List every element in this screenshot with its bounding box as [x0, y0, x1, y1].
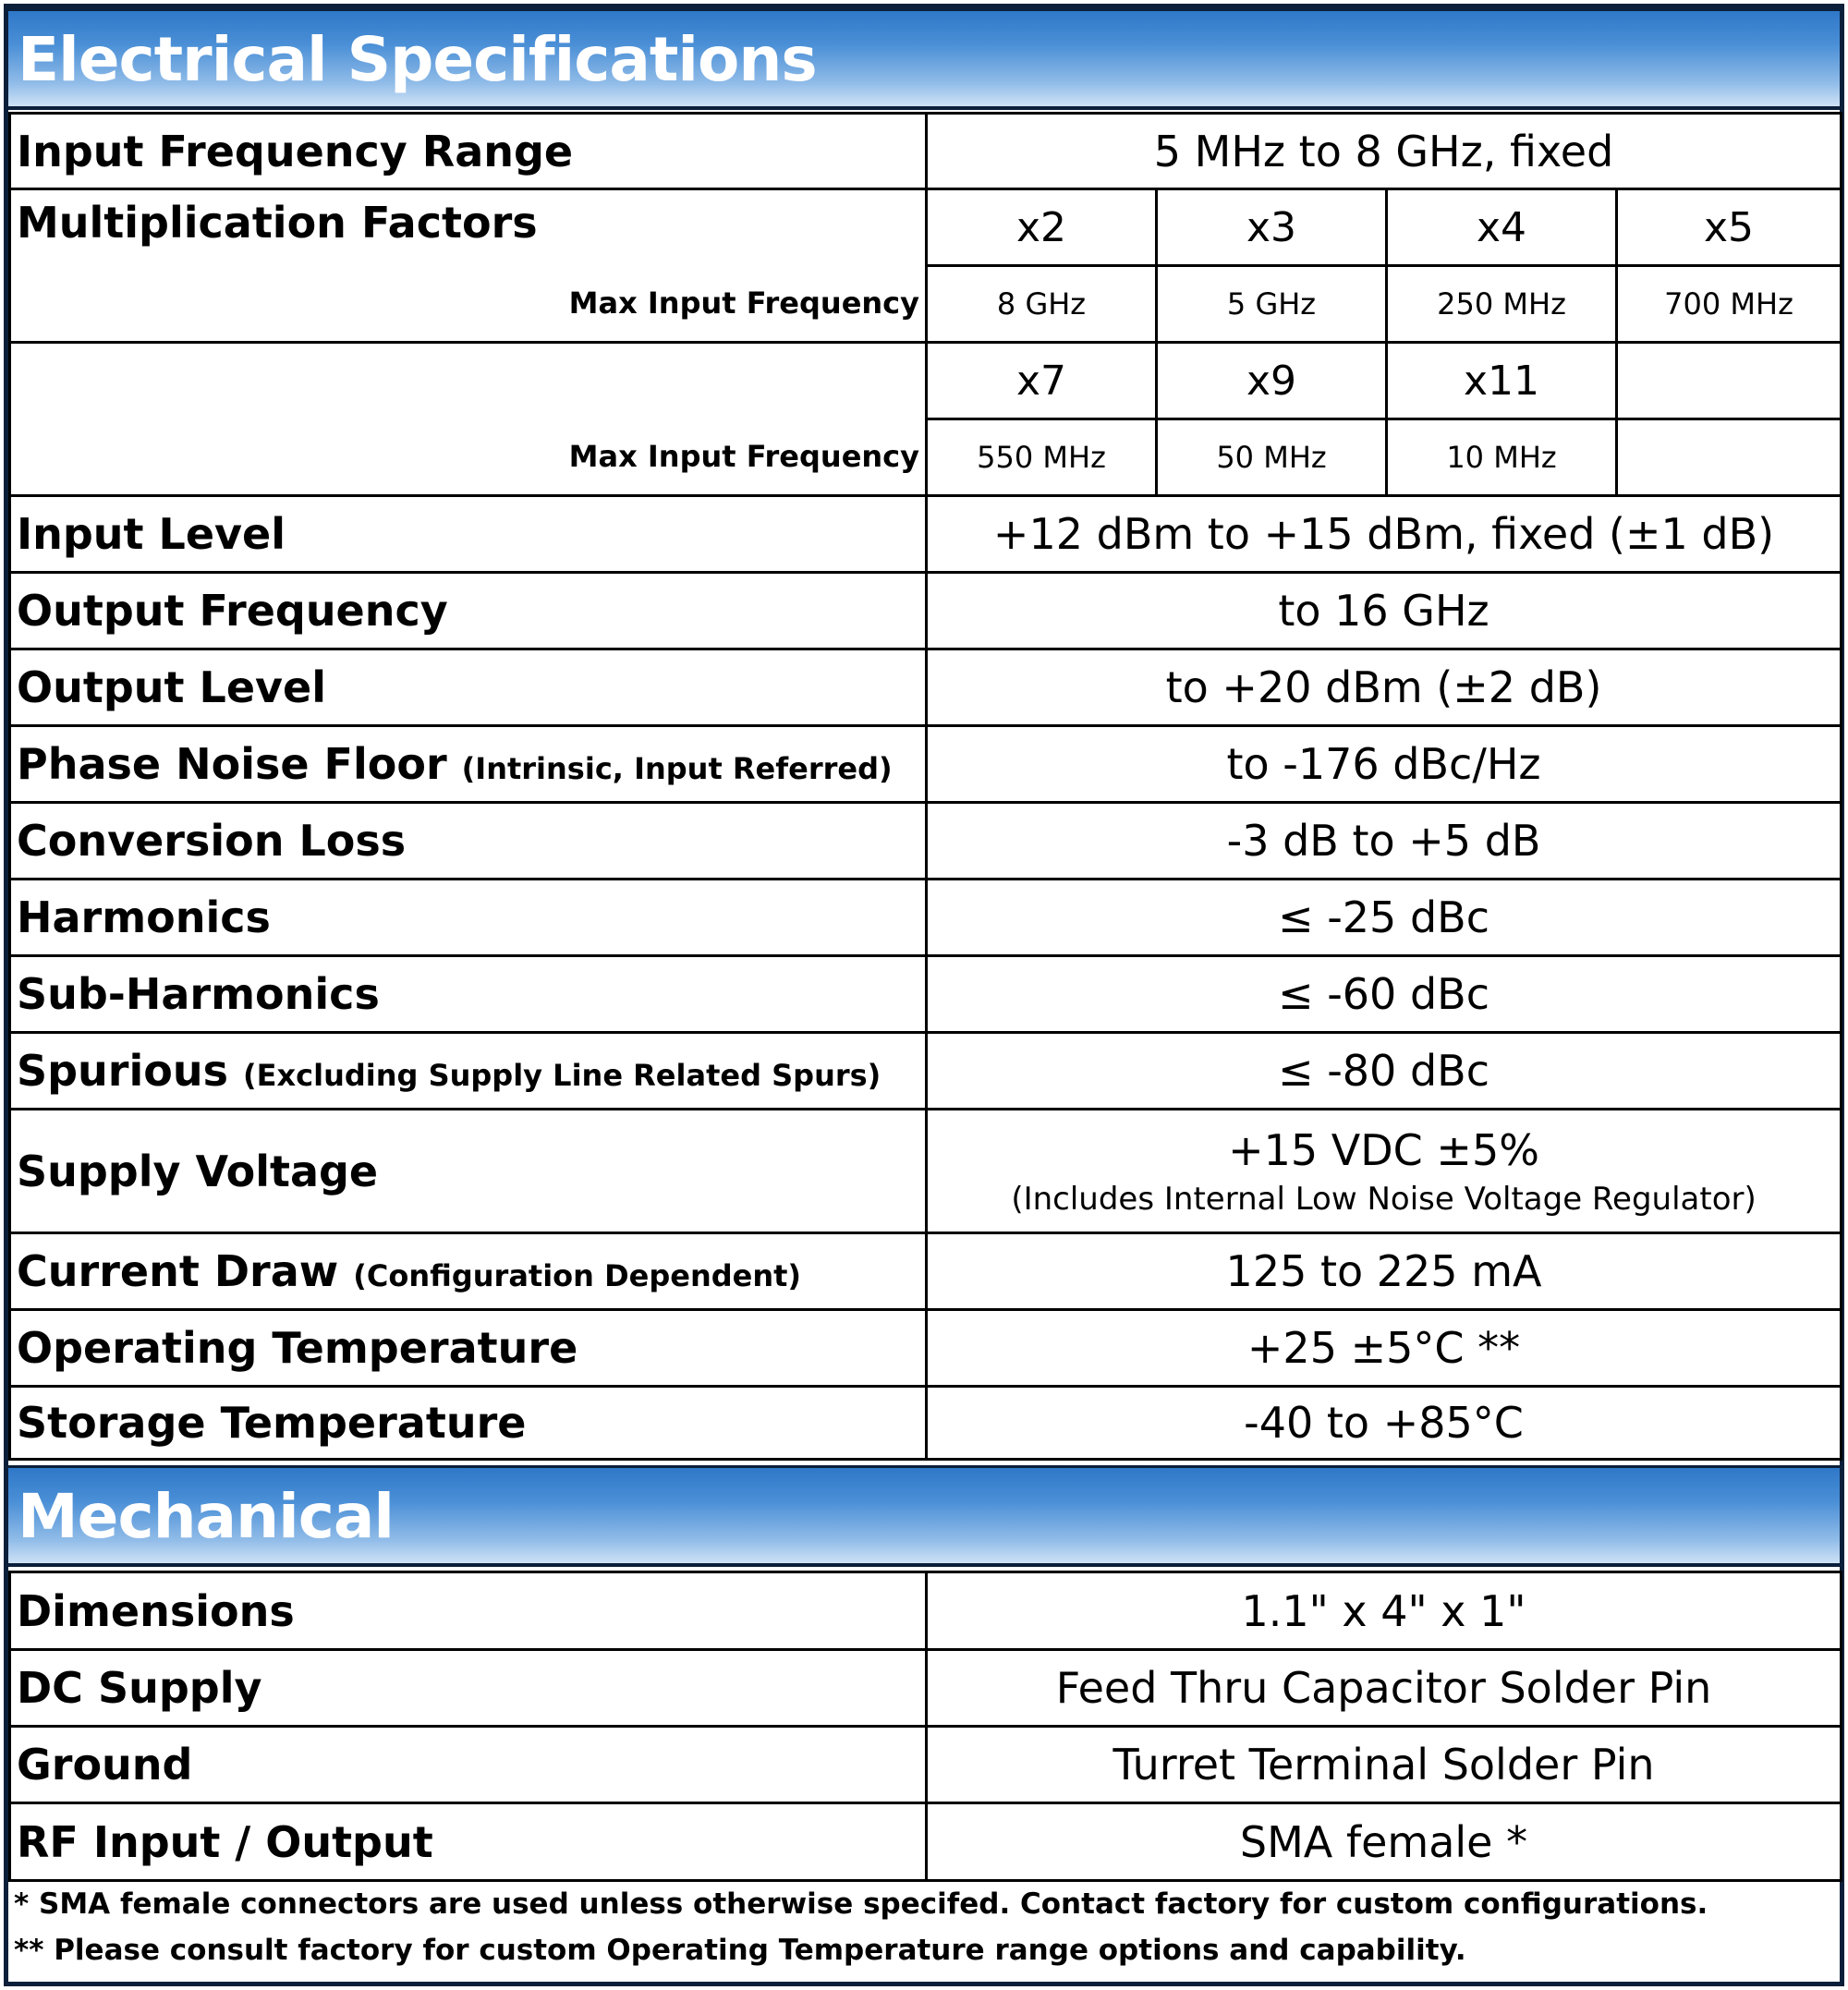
spec-value: Turret Terminal Solder Pin [927, 1727, 1842, 1803]
spec-value: -3 dB to +5 dB [927, 803, 1842, 880]
spec-value: SMA female * [927, 1803, 1842, 1881]
max-input-cell: 50 MHz [1157, 419, 1387, 496]
spec-label-note: (Intrinsic, Input Referred) [461, 751, 893, 786]
max-input-cell: 5 GHz [1157, 266, 1387, 343]
spec-label: Ground [10, 1727, 927, 1803]
electrical-banner [8, 8, 1840, 110]
electrical-table [8, 112, 1842, 1461]
spec-label: DC Supply [10, 1650, 927, 1727]
spec-label: Dimensions [10, 1572, 927, 1650]
spec-label: Phase Noise Floor [17, 739, 447, 789]
spec-label: Output Level [10, 649, 927, 726]
table-row [10, 880, 1842, 956]
spec-label: RF Input / Output [10, 1803, 927, 1881]
spec-value: ≤ -80 dBc [927, 1033, 1842, 1110]
max-input-label: Max Input Frequency [10, 419, 927, 496]
spec-label: Input Frequency Range [10, 114, 927, 189]
table-row [10, 573, 1842, 649]
electrical-title: Electrical Specifications [18, 24, 817, 95]
footnote: ** Please consult factory for custom Operating Temperature range options and capability. [14, 1934, 1466, 1967]
spec-label: Output Frequency [10, 573, 927, 649]
table-row [10, 803, 1842, 880]
table-row [10, 496, 1842, 573]
max-input-cell: 8 GHz [927, 266, 1157, 343]
footnotes [8, 1881, 1840, 1973]
spec-label-empty [10, 343, 927, 419]
table-row [10, 1650, 1842, 1727]
spec-label: Input Level [10, 496, 927, 573]
table-row [10, 726, 1842, 803]
spec-value: -40 to +85°C [927, 1387, 1842, 1460]
spec-value: Feed Thru Capacitor Solder Pin [927, 1650, 1842, 1727]
spec-value: to 16 GHz [927, 573, 1842, 649]
mechanical-banner [8, 1465, 1840, 1567]
table-row [10, 1110, 1842, 1233]
spec-label-cell [10, 726, 927, 803]
spec-label: Supply Voltage [10, 1110, 927, 1233]
table-row [10, 1572, 1842, 1650]
spec-label-cell [10, 1033, 927, 1110]
table-row [10, 649, 1842, 726]
table-row [10, 419, 1842, 496]
table-row [10, 189, 1842, 266]
factor-cell: x7 [927, 343, 1157, 419]
max-input-cell-empty [1617, 419, 1842, 496]
table-row [10, 956, 1842, 1033]
table-row [10, 1727, 1842, 1803]
footnote: * SMA female connectors are used unless otherwise specifed. Contact factory for custom configurations. [14, 1887, 1708, 1921]
spec-label: Harmonics [10, 880, 927, 956]
spec-label-note: (Excluding Supply Line Related Spurs) [243, 1058, 881, 1093]
factor-cell: x9 [1157, 343, 1387, 419]
factor-cell: x5 [1617, 189, 1842, 266]
spec-label: Current Draw [17, 1246, 339, 1296]
max-input-cell: 250 MHz [1387, 266, 1617, 343]
spec-value-note: (Includes Internal Low Noise Voltage Regulator) [1011, 1180, 1757, 1218]
max-input-cell: 550 MHz [927, 419, 1157, 496]
max-input-cell: 700 MHz [1617, 266, 1842, 343]
factor-cell: x11 [1387, 343, 1617, 419]
spec-value: ≤ -60 dBc [927, 956, 1842, 1033]
table-row [10, 1033, 1842, 1110]
spec-value: +25 ±5°C ** [927, 1310, 1842, 1387]
table-row [10, 1310, 1842, 1387]
spec-label-note: (Configuration Dependent) [353, 1258, 802, 1293]
spec-label: Spurious [17, 1046, 228, 1096]
table-row [10, 266, 1842, 343]
spec-label: Storage Temperature [10, 1387, 927, 1460]
factor-cell-empty [1617, 343, 1842, 419]
factor-cell: x4 [1387, 189, 1617, 266]
mechanical-table [8, 1571, 1842, 1882]
spec-value: +15 VDC ±5% [1228, 1124, 1539, 1175]
spec-value: +12 dBm to +15 dBm, fixed (±1 dB) [927, 496, 1842, 573]
table-row [10, 114, 1842, 189]
max-input-cell: 10 MHz [1387, 419, 1617, 496]
spec-value: to -176 dBc/Hz [927, 726, 1842, 803]
spec-value: 1.1" x 4" x 1" [927, 1572, 1842, 1650]
spec-value: ≤ -25 dBc [927, 880, 1842, 956]
spec-value: 5 MHz to 8 GHz, fixed [927, 114, 1842, 189]
mechanical-title: Mechanical [18, 1481, 394, 1552]
spec-value-cell [927, 1110, 1842, 1233]
max-input-label: Max Input Frequency [10, 266, 927, 343]
spec-value: 125 to 225 mA [927, 1233, 1842, 1310]
table-row [10, 1387, 1842, 1460]
spec-label: Conversion Loss [10, 803, 927, 880]
spec-label: Multiplication Factors [10, 189, 927, 266]
table-row [10, 1233, 1842, 1310]
table-row [10, 343, 1842, 419]
spec-value: to +20 dBm (±2 dB) [927, 649, 1842, 726]
spec-label-cell [10, 1233, 927, 1310]
table-row [10, 1803, 1842, 1881]
spec-label: Sub-Harmonics [10, 956, 927, 1033]
factor-cell: x3 [1157, 189, 1387, 266]
spec-label: Operating Temperature [10, 1310, 927, 1387]
factor-cell: x2 [927, 189, 1157, 266]
